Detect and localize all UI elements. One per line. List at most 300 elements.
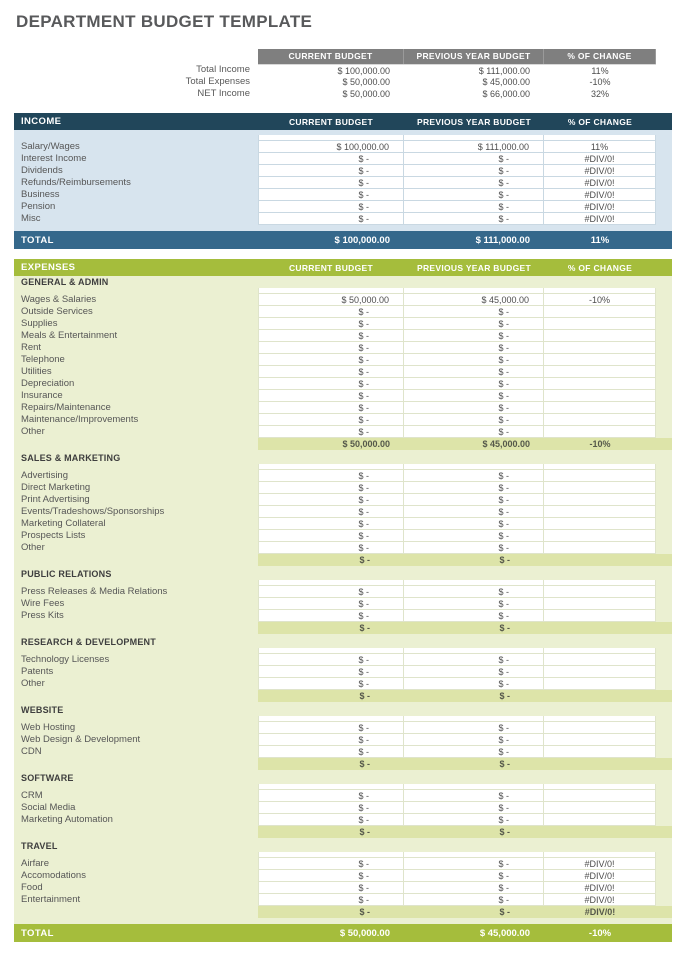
expenses-total-previous[interactable]: $ 45,000.00 bbox=[479, 927, 530, 939]
row-label-cell: SOFTWARE bbox=[21, 773, 74, 783]
row-filler bbox=[656, 690, 672, 702]
row-label-cell: Marketing Automation bbox=[21, 814, 113, 825]
current-budget-cell[interactable]: $ - bbox=[258, 482, 404, 494]
percent-change-cell[interactable] bbox=[544, 378, 656, 390]
percent-change-cell[interactable] bbox=[544, 826, 656, 838]
previous-year-budget-cell[interactable]: $ - bbox=[404, 153, 544, 165]
current-budget-cell[interactable]: $ - bbox=[258, 554, 404, 566]
current-budget-cell[interactable]: $ - bbox=[258, 177, 404, 189]
row-label-cell: Salary/Wages bbox=[21, 141, 80, 152]
previous-year-budget-cell[interactable]: $ - bbox=[404, 734, 544, 746]
row-filler bbox=[656, 189, 672, 201]
previous-year-budget-cell[interactable] bbox=[404, 840, 544, 852]
row-label-cell: Print Advertising bbox=[21, 494, 90, 505]
percent-change-cell[interactable] bbox=[544, 530, 656, 542]
row-filler bbox=[656, 542, 672, 554]
expense-row bbox=[14, 470, 672, 482]
current-budget-cell[interactable]: $ - bbox=[258, 802, 404, 814]
row-label-cell: Pension bbox=[21, 201, 56, 212]
income-total-current[interactable]: $ 100,000.00 bbox=[334, 234, 390, 246]
row-filler bbox=[656, 318, 672, 330]
row-filler bbox=[656, 530, 672, 542]
current-budget-cell[interactable] bbox=[258, 840, 404, 852]
percent-change-cell[interactable]: #DIV/0! bbox=[544, 201, 656, 213]
previous-year-budget-cell[interactable] bbox=[404, 276, 544, 288]
percent-change-cell[interactable] bbox=[544, 306, 656, 318]
percent-change-cell[interactable]: #DIV/0! bbox=[544, 177, 656, 189]
previous-year-budget-cell[interactable]: $ - bbox=[404, 354, 544, 366]
expense-row bbox=[14, 318, 672, 330]
expense-row bbox=[14, 530, 672, 542]
row-filler bbox=[656, 568, 672, 580]
expense-group-subtotal-row bbox=[14, 758, 672, 770]
row-label-cell: Direct Marketing bbox=[21, 482, 91, 493]
current-budget-cell[interactable]: $ - bbox=[258, 402, 404, 414]
current-budget-cell[interactable]: $ - bbox=[258, 678, 404, 690]
expense-row bbox=[14, 354, 672, 366]
current-budget-cell[interactable] bbox=[258, 704, 404, 716]
previous-year-budget-cell[interactable]: $ - bbox=[404, 342, 544, 354]
row-label-cell: Entertainment bbox=[21, 894, 81, 905]
current-budget-cell[interactable]: $ - bbox=[258, 586, 404, 598]
expense-row bbox=[14, 342, 672, 354]
previous-year-budget-cell[interactable]: $ - bbox=[404, 554, 544, 566]
percent-change-cell[interactable] bbox=[544, 636, 656, 648]
previous-year-budget-cell[interactable]: $ - bbox=[404, 722, 544, 734]
percent-change-cell[interactable]: #DIV/0! bbox=[544, 894, 656, 906]
current-budget-cell[interactable]: $ - bbox=[258, 506, 404, 518]
percent-change-cell[interactable]: -10% bbox=[544, 438, 656, 450]
expense-row bbox=[14, 610, 672, 622]
row-label-cell: Social Media bbox=[21, 802, 76, 813]
expense-group-header bbox=[14, 636, 672, 648]
previous-year-budget-cell[interactable]: $ - bbox=[404, 870, 544, 882]
percent-change-cell[interactable]: 32% bbox=[544, 88, 656, 100]
expense-group-subtotal-row bbox=[14, 826, 672, 838]
expense-group-header bbox=[14, 276, 672, 288]
row-filler bbox=[656, 906, 672, 918]
income-row bbox=[14, 189, 672, 201]
row-filler bbox=[656, 858, 672, 870]
current-budget-cell[interactable]: $ 50,000.00 bbox=[258, 76, 404, 88]
previous-year-budget-cell[interactable]: $ - bbox=[404, 530, 544, 542]
current-budget-cell[interactable]: $ - bbox=[258, 622, 404, 634]
expenses-total-change[interactable]: -10% bbox=[588, 927, 612, 939]
previous-year-budget-cell[interactable]: $ - bbox=[404, 858, 544, 870]
percent-change-cell[interactable] bbox=[544, 598, 656, 610]
expense-row bbox=[14, 294, 672, 306]
previous-year-budget-cell[interactable]: $ 45,000.00 bbox=[404, 76, 544, 88]
row-filler bbox=[656, 598, 672, 610]
current-budget-cell[interactable]: $ - bbox=[258, 610, 404, 622]
row-label-cell: Press Kits bbox=[21, 610, 64, 621]
percent-change-cell[interactable]: #DIV/0! bbox=[544, 153, 656, 165]
previous-year-budget-cell[interactable]: $ - bbox=[404, 814, 544, 826]
percent-change-cell[interactable] bbox=[544, 704, 656, 716]
previous-year-budget-cell[interactable]: $ - bbox=[404, 790, 544, 802]
current-budget-cell[interactable]: $ - bbox=[258, 666, 404, 678]
previous-year-budget-cell[interactable]: $ - bbox=[404, 690, 544, 702]
expense-row bbox=[14, 790, 672, 802]
row-label-cell: Wire Fees bbox=[21, 598, 65, 609]
summary-header-filler bbox=[656, 49, 672, 64]
row-label-cell: Repairs/Maintenance bbox=[21, 402, 111, 413]
summary-row bbox=[14, 64, 672, 76]
expense-group-header bbox=[14, 840, 672, 852]
row-label-cell: Dividends bbox=[21, 165, 63, 176]
percent-change-cell[interactable] bbox=[544, 452, 656, 464]
row-label-cell: Telephone bbox=[21, 354, 65, 365]
previous-year-budget-cell[interactable] bbox=[404, 568, 544, 580]
expense-group-subtotal-row bbox=[14, 622, 672, 634]
current-budget-cell[interactable]: $ - bbox=[258, 414, 404, 426]
expense-row bbox=[14, 746, 672, 758]
previous-year-budget-cell[interactable]: $ - bbox=[404, 894, 544, 906]
expense-row bbox=[14, 426, 672, 438]
percent-change-cell[interactable]: #DIV/0! bbox=[544, 213, 656, 225]
expenses-total-current[interactable]: $ 50,000.00 bbox=[339, 927, 390, 939]
row-label-cell bbox=[14, 622, 258, 634]
expense-row bbox=[14, 518, 672, 530]
row-label-cell bbox=[14, 690, 258, 702]
previous-year-budget-cell[interactable]: $ - bbox=[404, 165, 544, 177]
percent-change-cell[interactable]: -10% bbox=[544, 76, 656, 88]
percent-change-cell[interactable] bbox=[544, 342, 656, 354]
previous-year-budget-cell[interactable]: $ - bbox=[404, 470, 544, 482]
previous-year-budget-cell[interactable]: $ - bbox=[404, 758, 544, 770]
income-total-previous[interactable]: $ 111,000.00 bbox=[475, 234, 530, 246]
percent-change-cell[interactable] bbox=[544, 542, 656, 554]
summary-header-row bbox=[14, 49, 672, 64]
current-budget-cell[interactable]: $ - bbox=[258, 318, 404, 330]
current-budget-cell[interactable]: $ - bbox=[258, 378, 404, 390]
column-header-current-budget: CURRENT BUDGET bbox=[258, 49, 404, 64]
expenses-total-label: TOTAL bbox=[21, 927, 54, 939]
current-budget-cell[interactable]: $ - bbox=[258, 201, 404, 213]
current-budget-cell[interactable]: $ - bbox=[258, 518, 404, 530]
previous-year-budget-cell[interactable]: $ 111,000.00 bbox=[404, 141, 544, 153]
expense-row bbox=[14, 814, 672, 826]
percent-change-cell[interactable]: #DIV/0! bbox=[544, 858, 656, 870]
row-label-cell: Business bbox=[21, 189, 60, 200]
percent-change-cell[interactable] bbox=[544, 318, 656, 330]
previous-year-budget-cell[interactable]: $ - bbox=[404, 482, 544, 494]
row-label-cell: Misc bbox=[21, 213, 41, 224]
row-filler bbox=[656, 165, 672, 177]
row-label-cell: Prospects Lists bbox=[21, 530, 86, 541]
row-filler bbox=[656, 518, 672, 530]
previous-year-budget-cell[interactable]: $ - bbox=[404, 330, 544, 342]
expense-row bbox=[14, 542, 672, 554]
previous-year-budget-cell[interactable]: $ - bbox=[404, 414, 544, 426]
row-label-cell: Total Expenses bbox=[185, 76, 250, 87]
row-label-cell: Other bbox=[21, 678, 45, 689]
row-label-cell: Rent bbox=[21, 342, 42, 353]
percent-change-cell[interactable] bbox=[544, 276, 656, 288]
previous-year-budget-cell[interactable]: $ - bbox=[404, 390, 544, 402]
current-budget-cell[interactable]: $ - bbox=[258, 870, 404, 882]
previous-year-budget-cell[interactable]: $ 66,000.00 bbox=[404, 88, 544, 100]
percent-change-cell[interactable] bbox=[544, 772, 656, 784]
row-filler bbox=[656, 213, 672, 225]
section-gap bbox=[0, 249, 686, 259]
column-header-previous-year-budget: PREVIOUS YEAR BUDGET bbox=[416, 262, 531, 273]
row-label-cell: Depreciation bbox=[21, 378, 75, 389]
expense-row bbox=[14, 734, 672, 746]
percent-change-cell[interactable] bbox=[544, 366, 656, 378]
percent-change-cell[interactable] bbox=[544, 610, 656, 622]
row-label-cell: Technology Licenses bbox=[21, 654, 110, 665]
income-row bbox=[14, 177, 672, 189]
previous-year-budget-cell[interactable]: $ - bbox=[404, 189, 544, 201]
previous-year-budget-cell[interactable]: $ - bbox=[404, 318, 544, 330]
percent-change-cell[interactable] bbox=[544, 622, 656, 634]
expenses-total-row bbox=[14, 924, 672, 942]
percent-change-cell[interactable] bbox=[544, 722, 656, 734]
previous-year-budget-cell[interactable]: $ - bbox=[404, 366, 544, 378]
row-filler bbox=[656, 586, 672, 598]
percent-change-cell[interactable] bbox=[544, 586, 656, 598]
previous-year-budget-cell[interactable]: $ - bbox=[404, 610, 544, 622]
row-filler bbox=[656, 722, 672, 734]
row-filler bbox=[656, 330, 672, 342]
current-budget-cell[interactable] bbox=[258, 568, 404, 580]
percent-change-cell[interactable] bbox=[544, 506, 656, 518]
percent-change-cell[interactable] bbox=[544, 654, 656, 666]
previous-year-budget-cell[interactable]: $ - bbox=[404, 426, 544, 438]
previous-year-budget-cell[interactable] bbox=[404, 636, 544, 648]
current-budget-cell[interactable]: $ - bbox=[258, 814, 404, 826]
previous-year-budget-cell[interactable]: $ - bbox=[404, 666, 544, 678]
current-budget-cell[interactable]: $ - bbox=[258, 790, 404, 802]
current-budget-cell[interactable]: $ - bbox=[258, 330, 404, 342]
row-filler bbox=[656, 758, 672, 770]
percent-change-cell[interactable]: #DIV/0! bbox=[544, 906, 656, 918]
previous-year-budget-cell[interactable]: $ - bbox=[404, 654, 544, 666]
current-budget-cell[interactable]: $ - bbox=[258, 426, 404, 438]
expense-group-header bbox=[14, 772, 672, 784]
page-title: DEPARTMENT BUDGET TEMPLATE bbox=[16, 12, 313, 31]
percent-change-cell[interactable] bbox=[544, 666, 656, 678]
expense-group-header bbox=[14, 568, 672, 580]
previous-year-budget-cell[interactable]: $ - bbox=[404, 378, 544, 390]
previous-year-budget-cell[interactable]: $ - bbox=[404, 402, 544, 414]
previous-year-budget-cell[interactable]: $ - bbox=[404, 598, 544, 610]
row-filler bbox=[656, 141, 672, 153]
previous-year-budget-cell[interactable]: $ - bbox=[404, 201, 544, 213]
row-filler bbox=[656, 414, 672, 426]
current-budget-cell[interactable] bbox=[258, 276, 404, 288]
percent-change-cell[interactable] bbox=[544, 554, 656, 566]
summary-row bbox=[14, 76, 672, 88]
previous-year-budget-cell[interactable]: $ - bbox=[404, 622, 544, 634]
previous-year-budget-cell[interactable]: $ - bbox=[404, 177, 544, 189]
current-budget-cell[interactable] bbox=[258, 636, 404, 648]
current-budget-cell[interactable]: $ - bbox=[258, 882, 404, 894]
percent-change-cell[interactable] bbox=[544, 734, 656, 746]
current-budget-cell[interactable]: $ - bbox=[258, 722, 404, 734]
row-label-cell bbox=[14, 554, 258, 566]
percent-change-cell[interactable]: -10% bbox=[544, 294, 656, 306]
current-budget-cell[interactable]: $ - bbox=[258, 542, 404, 554]
income-total-label: TOTAL bbox=[21, 234, 54, 246]
previous-year-budget-cell[interactable]: $ 45,000.00 bbox=[404, 438, 544, 450]
column-header-percent-change: % OF CHANGE bbox=[567, 116, 633, 127]
percent-change-cell[interactable] bbox=[544, 814, 656, 826]
current-budget-cell[interactable]: $ - bbox=[258, 654, 404, 666]
percent-change-cell[interactable]: 11% bbox=[544, 64, 656, 76]
current-budget-cell[interactable]: $ - bbox=[258, 153, 404, 165]
previous-year-budget-cell[interactable] bbox=[404, 452, 544, 464]
row-label-cell: Other bbox=[21, 426, 45, 437]
current-budget-cell[interactable]: $ - bbox=[258, 354, 404, 366]
current-budget-cell[interactable]: $ - bbox=[258, 470, 404, 482]
income-total-row bbox=[14, 231, 672, 249]
current-budget-cell[interactable] bbox=[258, 452, 404, 464]
expense-row bbox=[14, 598, 672, 610]
current-budget-cell[interactable]: $ - bbox=[258, 894, 404, 906]
row-filler bbox=[656, 894, 672, 906]
row-filler bbox=[656, 636, 672, 648]
income-section bbox=[14, 113, 672, 249]
row-label-cell: Total Income bbox=[196, 64, 250, 75]
current-budget-cell[interactable]: $ - bbox=[258, 165, 404, 177]
percent-change-cell[interactable]: #DIV/0! bbox=[544, 882, 656, 894]
previous-year-budget-cell[interactable]: $ - bbox=[404, 826, 544, 838]
percent-change-cell[interactable] bbox=[544, 354, 656, 366]
percent-change-cell[interactable] bbox=[544, 494, 656, 506]
percent-change-cell[interactable] bbox=[544, 746, 656, 758]
previous-year-budget-cell[interactable]: $ - bbox=[404, 586, 544, 598]
current-budget-cell[interactable]: $ - bbox=[258, 306, 404, 318]
previous-year-budget-cell[interactable]: $ - bbox=[404, 213, 544, 225]
current-budget-cell[interactable]: $ - bbox=[258, 530, 404, 542]
percent-change-cell[interactable] bbox=[544, 390, 656, 402]
previous-year-budget-cell[interactable]: $ - bbox=[404, 518, 544, 530]
current-budget-cell[interactable]: $ - bbox=[258, 598, 404, 610]
percent-change-cell[interactable] bbox=[544, 426, 656, 438]
previous-year-budget-cell[interactable]: $ 111,000.00 bbox=[404, 64, 544, 76]
row-label-cell: TRAVEL bbox=[21, 841, 58, 851]
previous-year-budget-cell[interactable] bbox=[404, 704, 544, 716]
percent-change-cell[interactable] bbox=[544, 840, 656, 852]
current-budget-cell[interactable]: $ - bbox=[258, 342, 404, 354]
current-budget-cell[interactable]: $ - bbox=[258, 826, 404, 838]
current-budget-cell[interactable]: $ - bbox=[258, 734, 404, 746]
row-label-cell: Events/Tradeshows/Sponsorships bbox=[21, 506, 165, 517]
current-budget-cell[interactable]: $ - bbox=[258, 189, 404, 201]
row-label-cell: Meals & Entertainment bbox=[21, 330, 118, 341]
percent-change-cell[interactable] bbox=[544, 518, 656, 530]
row-filler bbox=[656, 734, 672, 746]
summary-table bbox=[14, 49, 672, 100]
previous-year-budget-cell[interactable]: $ - bbox=[404, 882, 544, 894]
previous-year-budget-cell[interactable]: $ - bbox=[404, 746, 544, 758]
current-budget-cell[interactable]: $ 100,000.00 bbox=[258, 64, 404, 76]
current-budget-cell[interactable]: $ - bbox=[258, 366, 404, 378]
current-budget-cell[interactable]: $ 100,000.00 bbox=[258, 141, 404, 153]
expense-row bbox=[14, 506, 672, 518]
percent-change-cell[interactable] bbox=[544, 678, 656, 690]
row-label-cell: Press Releases & Media Relations bbox=[21, 586, 168, 597]
column-header-percent-change: % OF CHANGE bbox=[544, 49, 656, 64]
previous-year-budget-cell[interactable]: $ - bbox=[404, 306, 544, 318]
current-budget-cell[interactable]: $ - bbox=[258, 213, 404, 225]
row-label-cell bbox=[14, 758, 258, 770]
income-row bbox=[14, 213, 672, 225]
expense-group-subtotal-row bbox=[14, 690, 672, 702]
percent-change-cell[interactable] bbox=[544, 414, 656, 426]
current-budget-cell[interactable]: $ - bbox=[258, 494, 404, 506]
expenses-header-bar bbox=[14, 259, 672, 276]
row-filler bbox=[656, 452, 672, 464]
percent-change-cell[interactable] bbox=[544, 482, 656, 494]
current-budget-cell[interactable]: $ - bbox=[258, 390, 404, 402]
percent-change-cell[interactable] bbox=[544, 690, 656, 702]
percent-change-cell[interactable] bbox=[544, 402, 656, 414]
row-label-cell: Airfare bbox=[21, 858, 49, 869]
percent-change-cell[interactable]: #DIV/0! bbox=[544, 189, 656, 201]
income-section-title: INCOME bbox=[21, 116, 62, 127]
percent-change-cell[interactable]: #DIV/0! bbox=[544, 165, 656, 177]
column-header-previous-year-budget: PREVIOUS YEAR BUDGET bbox=[404, 49, 544, 64]
previous-year-budget-cell[interactable]: $ - bbox=[404, 506, 544, 518]
row-filler bbox=[656, 870, 672, 882]
current-budget-cell[interactable] bbox=[258, 772, 404, 784]
income-row bbox=[14, 165, 672, 177]
row-label-cell: Marketing Collateral bbox=[21, 518, 106, 529]
row-filler bbox=[656, 654, 672, 666]
current-budget-cell[interactable]: $ - bbox=[258, 746, 404, 758]
percent-change-cell[interactable]: #DIV/0! bbox=[544, 870, 656, 882]
percent-change-cell[interactable] bbox=[544, 758, 656, 770]
current-budget-cell[interactable]: $ - bbox=[258, 906, 404, 918]
previous-year-budget-cell[interactable]: $ - bbox=[404, 542, 544, 554]
percent-change-cell[interactable] bbox=[544, 568, 656, 580]
current-budget-cell[interactable]: $ 50,000.00 bbox=[258, 438, 404, 450]
previous-year-budget-cell[interactable] bbox=[404, 772, 544, 784]
previous-year-budget-cell[interactable]: $ - bbox=[404, 906, 544, 918]
expense-group-subtotal-row bbox=[14, 438, 672, 450]
row-label-cell: SALES & MARKETING bbox=[21, 453, 121, 463]
current-budget-cell[interactable]: $ - bbox=[258, 758, 404, 770]
expense-row bbox=[14, 882, 672, 894]
previous-year-budget-cell[interactable]: $ - bbox=[404, 678, 544, 690]
percent-change-cell[interactable] bbox=[544, 330, 656, 342]
current-budget-cell[interactable]: $ 50,000.00 bbox=[258, 88, 404, 100]
expense-row bbox=[14, 402, 672, 414]
percent-change-cell[interactable] bbox=[544, 470, 656, 482]
row-filler bbox=[656, 426, 672, 438]
row-label-cell: RESEARCH & DEVELOPMENT bbox=[21, 637, 156, 647]
previous-year-budget-cell[interactable]: $ - bbox=[404, 802, 544, 814]
percent-change-cell[interactable]: 11% bbox=[544, 141, 656, 153]
row-filler bbox=[656, 482, 672, 494]
current-budget-cell[interactable]: $ - bbox=[258, 858, 404, 870]
row-filler bbox=[656, 76, 672, 88]
expense-group-header bbox=[14, 704, 672, 716]
percent-change-cell[interactable] bbox=[544, 790, 656, 802]
percent-change-cell[interactable] bbox=[544, 802, 656, 814]
previous-year-budget-cell[interactable]: $ 45,000.00 bbox=[404, 294, 544, 306]
previous-year-budget-cell[interactable]: $ - bbox=[404, 494, 544, 506]
row-filler bbox=[656, 276, 672, 288]
current-budget-cell[interactable]: $ 50,000.00 bbox=[258, 294, 404, 306]
current-budget-cell[interactable]: $ - bbox=[258, 690, 404, 702]
summary-row bbox=[14, 88, 672, 100]
row-filler bbox=[656, 402, 672, 414]
income-total-change[interactable]: 11% bbox=[590, 234, 610, 246]
